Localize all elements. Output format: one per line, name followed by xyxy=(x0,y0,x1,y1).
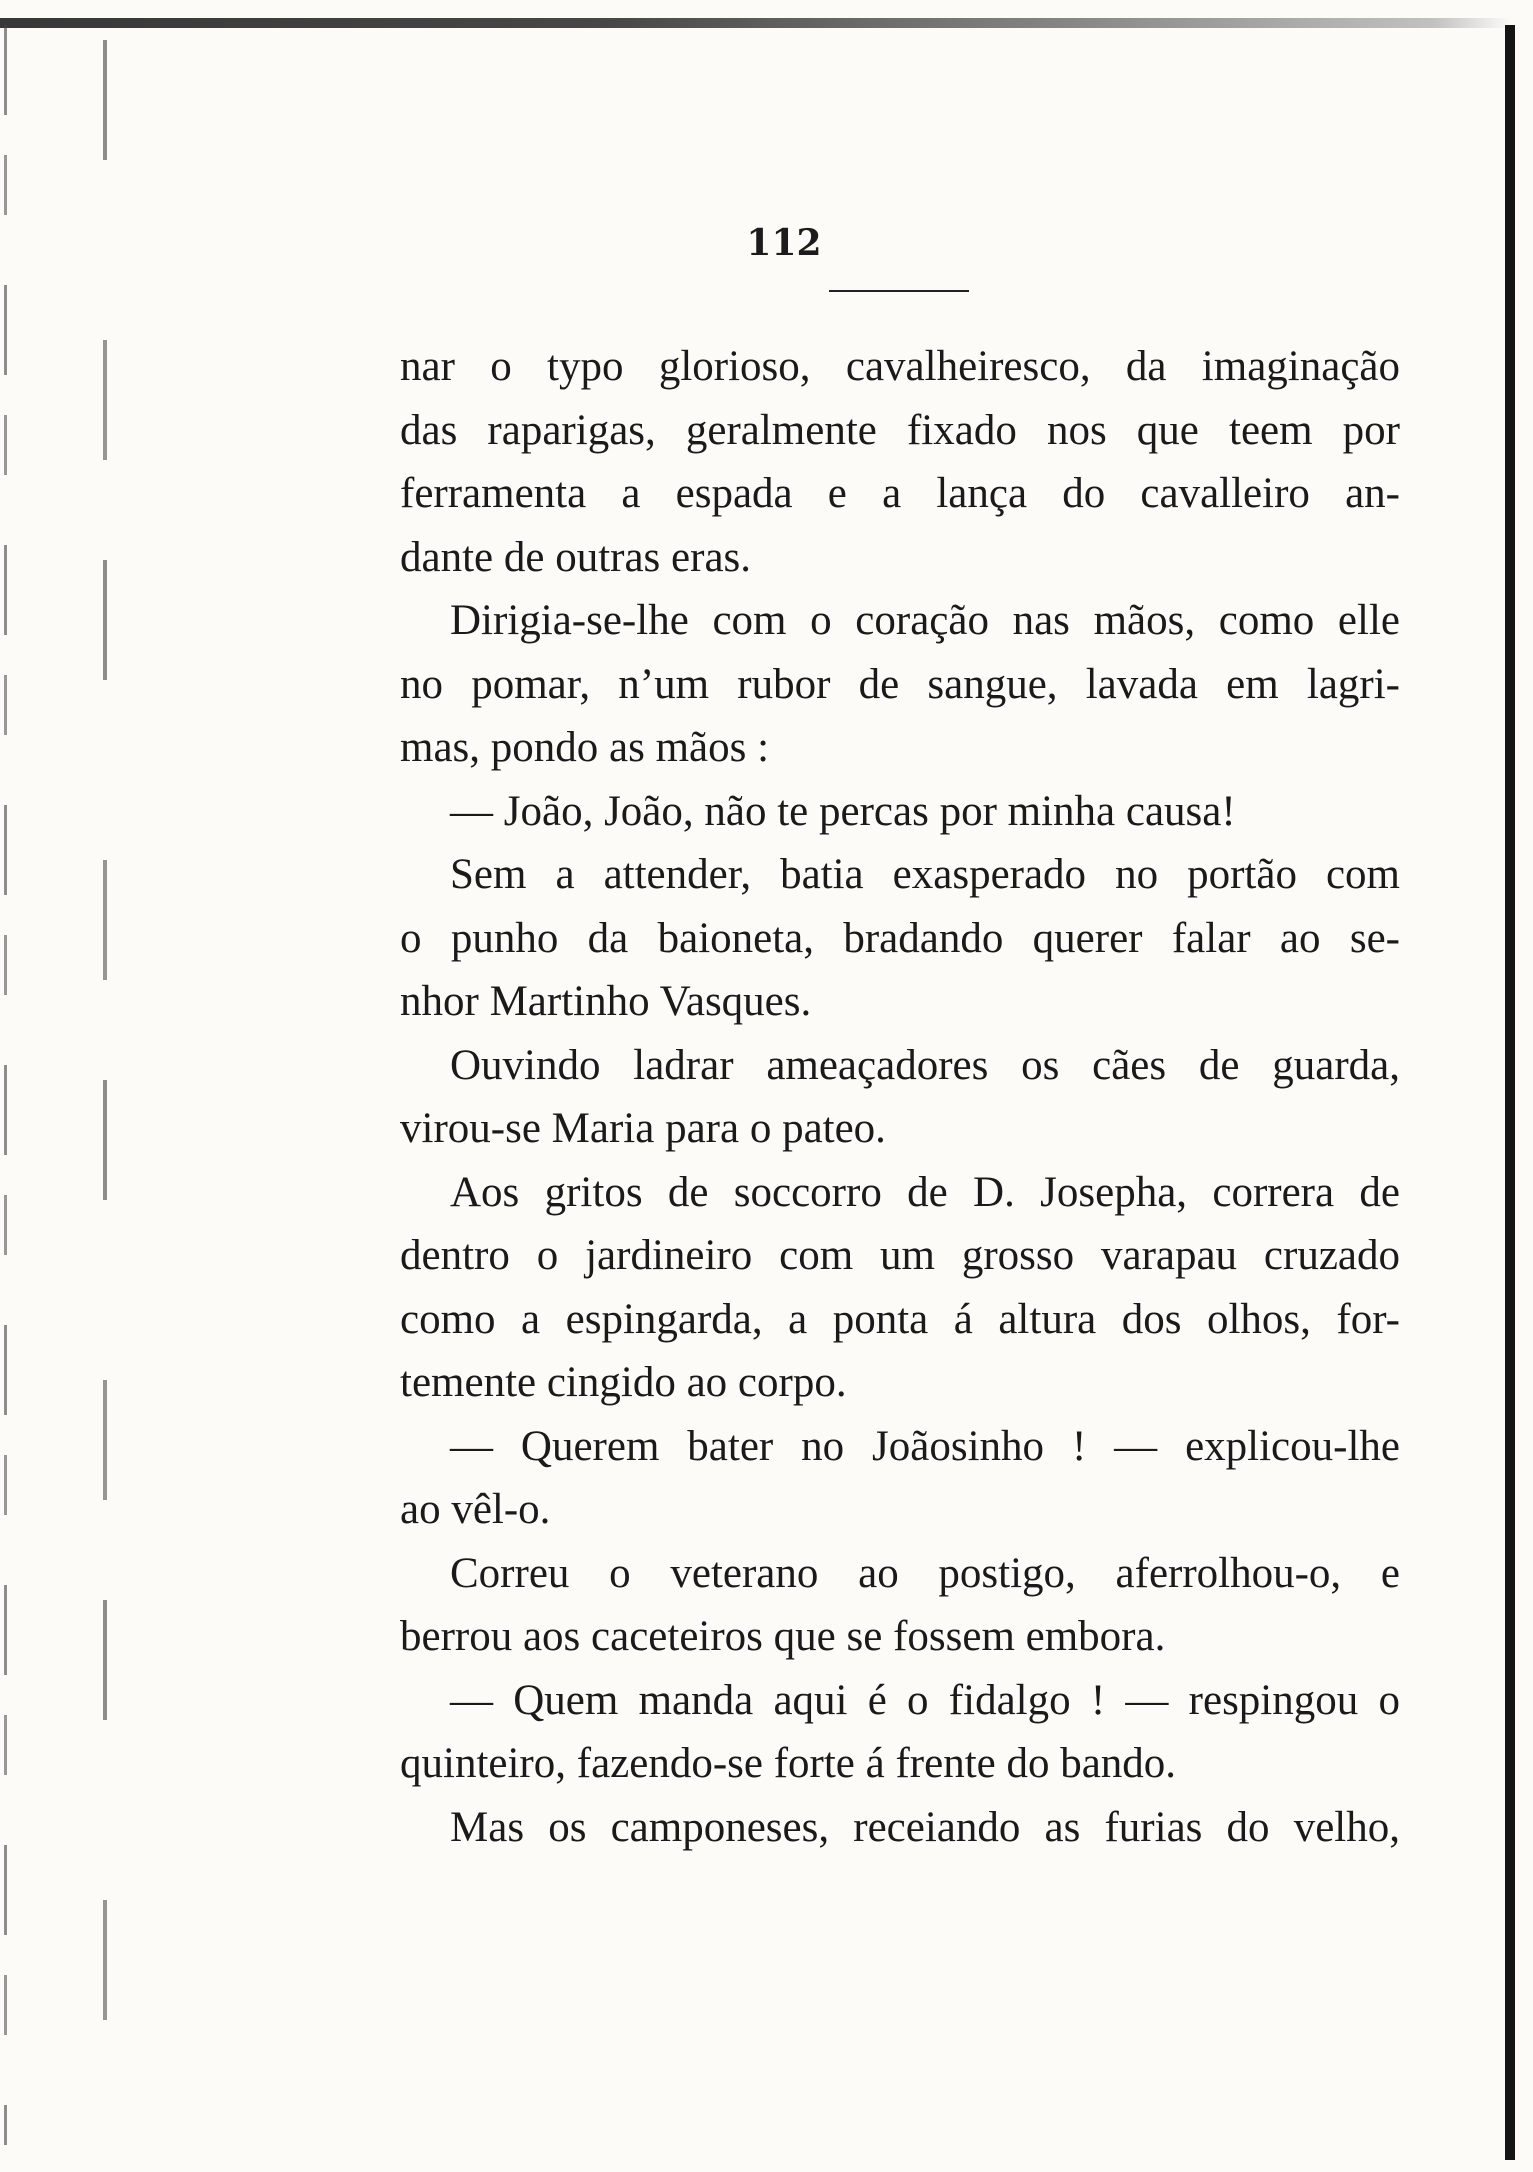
text-line: ao vêl-o. xyxy=(400,1486,551,1533)
page-left-edge xyxy=(4,25,7,2145)
text-line: Aos gritos de soccorro de D. Josepha, correra de xyxy=(450,1168,1400,1216)
text-line: Sem a attender, batia exasperado no portão com xyxy=(450,851,1400,898)
text-line: o punho da baioneta, bradando querer falar ao se- xyxy=(400,914,1400,962)
text-line: das raparigas, geralmente fixado nos que teem por xyxy=(400,406,1400,454)
text-line: como a espingarda, a ponta á altura dos olhos, for- xyxy=(400,1295,1400,1343)
text-line: no pomar, n’um rubor de sangue, lavada em lagri- xyxy=(400,660,1400,708)
text-line: dante de outras eras. xyxy=(400,533,752,581)
text-line: ferramenta a espada e a lança do cavalleiro an- xyxy=(400,470,1400,517)
text-line: mas, pondo as mãos : xyxy=(400,724,770,771)
text-line: Mas os camponeses, receiando as furias do velho, xyxy=(450,1803,1400,1851)
text-line: Ouvindo ladrar ameaçadores os cães de guarda, xyxy=(450,1041,1400,1089)
page-number-rule xyxy=(829,290,969,292)
text-line: dentro o jardineiro com um grosso varapau cruzado xyxy=(400,1232,1400,1279)
text-line: Correu o veterano ao postigo, aferrolhou-o, e xyxy=(450,1549,1400,1597)
page-right-edge xyxy=(1505,25,1515,2160)
text-line: berrou aos caceteiros que se fossem embora. xyxy=(400,1613,1166,1660)
body-text xyxy=(400,335,1400,1859)
text-line: temente cingido ao corpo. xyxy=(400,1359,847,1406)
text-line: — João, João, não te percas por minha causa! xyxy=(450,787,1236,835)
page-binding-fold xyxy=(103,40,107,2040)
page-number: 112 xyxy=(746,222,822,264)
text-line: quinteiro, fazendo-se forte á frente do bando. xyxy=(400,1740,1177,1787)
text-line: nhor Martinho Vasques. xyxy=(400,978,812,1025)
text-line: nar o typo glorioso, cavalheiresco, da imaginação xyxy=(400,343,1400,390)
text-line: — Quem manda aqui é o fidalgo ! — respingou o xyxy=(450,1676,1400,1724)
text-line: Dirigia-se-lhe com o coração nas mãos, como elle xyxy=(450,597,1400,644)
page-top-edge xyxy=(0,18,1510,28)
text-line: virou-se Maria para o pateo. xyxy=(400,1105,886,1152)
text-line: — Querem bater no Joãosinho ! — explicou-lhe xyxy=(450,1422,1400,1470)
